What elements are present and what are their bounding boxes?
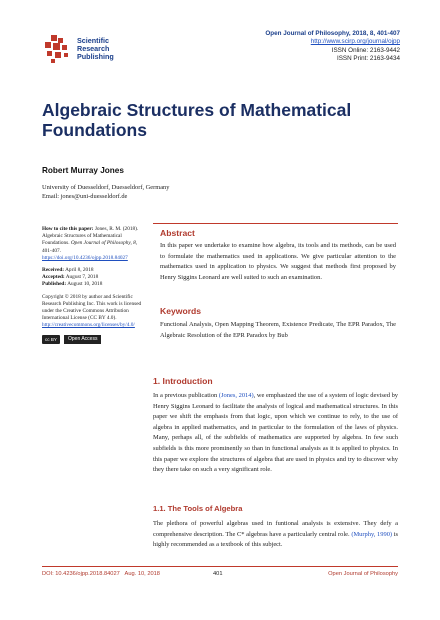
citation-link[interactable]: (Murphy, 1990) [351, 530, 393, 538]
introduction-text [153, 391, 398, 476]
license-link[interactable]: http://creativecommons.org/licenses/by/4.0/ [42, 322, 135, 329]
publisher-name-line: Publishing [77, 52, 114, 62]
citation-block [42, 226, 148, 262]
publisher-logo-icon [42, 34, 72, 64]
keywords-heading: Keywords [160, 306, 202, 316]
author-name: Robert Murray Jones [42, 166, 124, 175]
abstract-text: In this paper we undertake to examine how algebra, its tools and its methods, can be used to formulate the mathematics used in applications. We give particular attention to the mathematics used in application to physics. We suggest that methods first proposed by Henry Siggins Leonard are well suited to such an examination. [160, 242, 396, 281]
dates-block [42, 267, 148, 289]
copyright-block [42, 294, 148, 330]
author-affiliation [42, 183, 169, 201]
license-badges [42, 335, 148, 344]
intro-text-body: , we emphasized the use of a system of logic devised by Henry Siggins Leonard to facilitate the analysis of logical and mathematical structures. In this paper we shift the emphasis from that logic, upon which we continue to rely, to the use of algebra in applied mathematics, and in particular to the formulation of the laws of physics. Many, perhaps all, of the subfields of mathematics are supported by algebra. In few such subfields is this more prominently so than in functional analysis as it is applied to physics. In this paper we explore the structures of algebra that are used in physics and try to discover why they there take on such a very significant role. [153, 392, 399, 474]
subsection-text [153, 519, 398, 551]
open-access-badge: Open Access [64, 335, 101, 344]
cc-by-badge[interactable]: cc BY [42, 335, 60, 344]
author-email: Email: jones@uni-duesseldorf.de [42, 193, 128, 200]
cite-pages: 401-407. [42, 247, 61, 254]
issn-print: ISSN Print: 2163-9434 [336, 55, 400, 63]
tools-text-end: is highly recommended as a textbook of this subject. [153, 530, 399, 549]
footer-journal: Open Journal of Philosophy [328, 571, 398, 577]
received-label: Received: [42, 267, 65, 274]
footer-divider [42, 566, 398, 567]
journal-citation-line: Open Journal of Philosophy, 2018, 8, 401-407 [265, 30, 400, 37]
cite-label: How to cite this paper: [42, 226, 94, 232]
paper-title-line: Algebraic Structures of Mathematical [42, 100, 352, 120]
published-label: Published: [42, 281, 67, 288]
footer-doi [42, 571, 160, 577]
issn-online: ISSN Online: 2163-9442 [331, 46, 400, 54]
abstract-divider [153, 223, 398, 224]
introduction-heading: 1. Introduction [153, 376, 213, 386]
publisher-name-line: Research [77, 44, 110, 54]
copyright-text: Copyright © 2018 by author and Scientific Research Publishing Inc. This work is licensed under the Creative Commons Attribution International License (CC BY 4.0). [42, 293, 142, 322]
page-number: 401 [213, 571, 223, 577]
subsection-heading: 1.1. The Tools of Algebra [153, 504, 243, 513]
intro-text-start: In a previous publication [153, 392, 218, 399]
citation-link[interactable]: (Jones, 2014) [218, 392, 254, 399]
journal-info [265, 30, 400, 64]
affiliation-text: University of Duesseldorf, Duesseldorf, Germany [42, 184, 170, 191]
tools-text-start: The plethora of powerful algebras used in funtional analysis is extensive. They defy a comprehensive description. The C* algebras have a particularly central role. [153, 520, 398, 538]
published-date: August 10, 2018 [67, 281, 103, 288]
keywords-text: Functional Analysis, Open Mapping Theorem, Existence Predicate, The EPR Paradox, The Algebraic Resolution of the EPR Paradox by Bub [160, 321, 396, 339]
article-info-sidebar [42, 226, 148, 344]
abstract-heading: Abstract [160, 228, 195, 238]
cite-text: Jones, R. M. (2018). Algebraic Structures of Mathematical Foundations. [42, 226, 139, 247]
doi-link[interactable]: https://doi.org/10.4236/ojpp.2018.84027 [42, 254, 128, 261]
cite-journal: Open Journal of Philosophy, 8, [70, 240, 138, 247]
publisher-name-line: Scientific [77, 36, 109, 45]
journal-url-link[interactable]: http://www.scirp.org/journal/ojpp [310, 38, 400, 46]
paper-title-line: Foundations [42, 120, 147, 140]
accepted-date: August 7, 2018 [65, 274, 99, 281]
footer-doi-text: DOI: 10.4236/ojpp.2018.84027 [42, 571, 120, 577]
received-date: April 8, 2018 [65, 267, 94, 274]
accepted-label: Accepted: [42, 274, 65, 281]
paper-title [42, 100, 402, 140]
footer-date: Aug. 10, 2018 [124, 571, 160, 577]
publisher-name [77, 37, 114, 62]
